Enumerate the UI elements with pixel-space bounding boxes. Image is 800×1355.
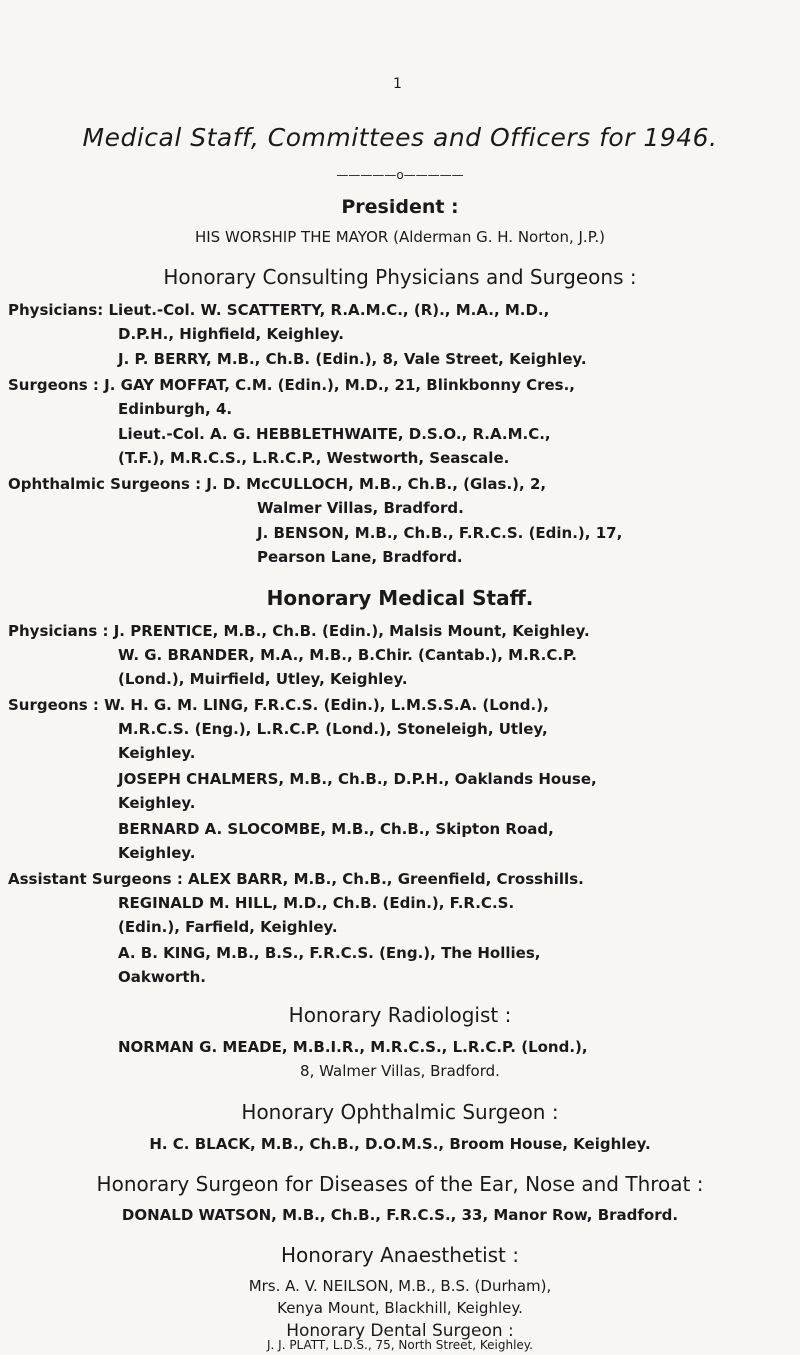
page-title: Medical Staff, Committees and Officers for 1946.: [82, 123, 718, 152]
consulting-line: Pearson Lane, Bradford.: [257, 548, 463, 566]
consulting-line: Walmer Villas, Bradford.: [257, 499, 464, 517]
anaesthetist-heading: Honorary Anaesthetist :: [281, 1243, 519, 1267]
medical-staff-line: JOSEPH CHALMERS, M.B., Ch.B., D.P.H., Oaklands House,: [118, 770, 597, 788]
medical-staff-line: Oakworth.: [118, 968, 206, 986]
consulting-line: Edinburgh, 4.: [118, 400, 233, 418]
medical-staff-line: Assistant Surgeons : ALEX BARR, M.B., Ch.B., Greenfield, Crosshills.: [8, 870, 584, 888]
consulting-line: J. BENSON, M.B., Ch.B., F.R.C.S. (Edin.), 17,: [257, 524, 623, 542]
medical-staff-line: (Lond.), Muirfield, Utley, Keighley.: [118, 670, 408, 688]
medical-staff-line: A. B. KING, M.B., B.S., F.R.C.S. (Eng.), The Hollies,: [118, 944, 541, 962]
president-heading: President :: [341, 196, 459, 218]
medical-staff-line: REGINALD M. HILL, M.D., Ch.B. (Edin.), F.R.C.S.: [118, 894, 515, 912]
dental-line: J. J. PLATT, L.D.S., 75, North Street, Keighley.: [266, 1338, 533, 1352]
president-line: HIS WORSHIP THE MAYOR (Alderman G. H. Norton, J.P.): [194, 228, 606, 246]
radiologist-line: NORMAN G. MEADE, M.B.I.R., M.R.C.S., L.R.C.P. (Lond.),: [118, 1038, 588, 1056]
consulting-line: Physicians: Lieut.-Col. W. SCATTERTY, R.A.M.C., (R)., M.A., M.D.,: [8, 301, 550, 319]
medical-staff-line: BERNARD A. SLOCOMBE, M.B., Ch.B., Skipton Road,: [118, 820, 554, 838]
consulting-line: (T.F.), M.R.C.S., L.R.C.P., Westworth, Seascale.: [118, 449, 510, 467]
medical-staff-line: Keighley.: [118, 744, 196, 762]
separator: —————o—————: [336, 168, 464, 182]
ent-line: DONALD WATSON, M.B., Ch.B., F.R.C.S., 33, Manor Row, Bradford.: [121, 1206, 679, 1224]
medical-staff-line: Physicians : J. PRENTICE, M.B., Ch.B. (Edin.), Malsis Mount, Keighley.: [8, 622, 590, 640]
ent-heading: Honorary Surgeon for Diseases of the Ear, Nose and Throat :: [96, 1172, 704, 1196]
dental-heading: Honorary Dental Surgeon :: [286, 1321, 514, 1341]
consulting-line: Ophthalmic Surgeons : J. D. McCULLOCH, M.B., Ch.B., (Glas.), 2,: [8, 475, 547, 493]
radiologist-heading: Honorary Radiologist :: [288, 1003, 512, 1027]
medical-staff-line: W. G. BRANDER, M.A., M.B., B.Chir. (Cantab.), M.R.C.P.: [118, 646, 577, 664]
medical-staff-line: Keighley.: [118, 794, 196, 812]
medical-staff-line: Keighley.: [118, 844, 196, 862]
medical-staff-line: Surgeons : W. H. G. M. LING, F.R.C.S. (Edin.), L.M.S.S.A. (Lond.),: [8, 696, 549, 714]
anaesthetist-line: Mrs. A. V. NEILSON, M.B., B.S. (Durham),: [248, 1277, 552, 1295]
ophthalmic-heading: Honorary Ophthalmic Surgeon :: [241, 1100, 559, 1124]
medical-staff-line: M.R.C.S. (Eng.), L.R.C.P. (Lond.), Stoneleigh, Utley,: [118, 720, 548, 738]
ophthalmic-line: H. C. BLACK, M.B., Ch.B., D.O.M.S., Broom House, Keighley.: [149, 1135, 651, 1153]
consulting-line: Surgeons : J. GAY MOFFAT, C.M. (Edin.), M.D., 21, Blinkbonny Cres.,: [8, 376, 575, 394]
consulting-line: D.P.H., Highfield, Keighley.: [118, 325, 344, 343]
consulting-line: J. P. BERRY, M.B., Ch.B. (Edin.), 8, Vale Street, Keighley.: [118, 350, 587, 368]
anaesthetist-line: Kenya Mount, Blackhill, Keighley.: [277, 1299, 523, 1317]
consulting-heading: Honorary Consulting Physicians and Surgeons :: [163, 265, 637, 289]
medical-staff-line: (Edin.), Farfield, Keighley.: [118, 918, 338, 936]
consulting-line: Lieut.-Col. A. G. HEBBLETHWAITE, D.S.O., R.A.M.C.,: [118, 425, 551, 443]
medical-staff-heading: Honorary Medical Staff.: [266, 586, 534, 610]
radiologist-line: 8, Walmer Villas, Bradford.: [300, 1062, 500, 1080]
page-number: 1: [393, 76, 402, 92]
